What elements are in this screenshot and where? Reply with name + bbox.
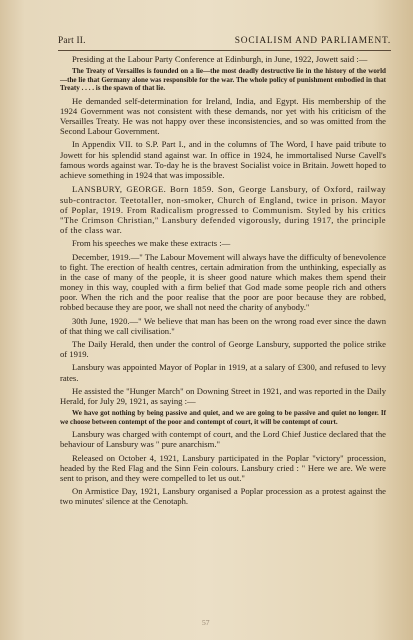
biography-entry: LANSBURY, GEORGE. Born 1859. Son, George Lansbury, of Oxford, railway sub-contractor. Teetotaller, non-smoker, Church of England, twice in prison. Mayor of Poplar, 1919. From Radicalism progressed to Communism. Styled by his critics "The Crimson Christian," Lansbury defended vigorously, during 1917, the principle of the class war. xyxy=(60,184,386,236)
paragraph: Lansbury was appointed Mayor of Poplar in 1919, at a salary of £300, and refused to levy rates. xyxy=(60,362,386,383)
part-label: Part II. xyxy=(58,36,86,46)
header-rule xyxy=(58,50,391,51)
paragraph: 30th June, 1920.—" We believe that man has been on the wrong road ever since the dawn of that thing we call civilisation." xyxy=(60,315,386,336)
paragraph: In Appendix VII. to S.P. Part I., and in the columns of The Word, I have paid tribute to Jowett for his splendid stand against war. In office in 1924, he immortalised Nurse Cavell's famous words against war. To-day he is the bravest Socialist voice in Britain. Jowett hoped to achieve something in 1924 that was impossible. xyxy=(60,139,386,180)
paragraph: Released on October 4, 1921, Lansbury participated in the Poplar "victory" procession, headed by the Red Flag and the Sinn Fein colours. Lansbury cried : " Here we are. We were sent to prison, and they were compelled to let us out." xyxy=(60,452,386,483)
paragraph: Lansbury was charged with contempt of court, and the Lord Chief Justice declared that the behaviour of Lansbury was " pure anarchism." xyxy=(60,429,386,450)
paragraph: December, 1919.—" The Labour Movement will always have the difficulty of benevolence to fight. The erection of health centres, certain admiration from the unthinking, especially as in the case of many of the people, it is sheer good nature which makes them spend their money in this way, coupled with a firm belief that God made some people rich and others poor. When the rich and the poor realise that the poor are poor because they are robbed, robbed because they are poor, we shall not need the charity of anybody." xyxy=(60,251,386,313)
chapter-title: SOCIALISM AND PARLIAMENT. xyxy=(234,36,391,46)
running-header xyxy=(58,36,391,50)
paragraph: On Armistice Day, 1921, Lansbury organised a Poplar procession as a protest against the two minutes' silence at the Cenotaph. xyxy=(60,486,386,507)
paragraph: Presiding at the Labour Party Conference at Edinburgh, in June, 1922, Jowett said :— xyxy=(72,54,368,64)
page-body xyxy=(60,54,386,510)
paragraph: He assisted the "Hunger March" on Downing Street in 1921, and was reported in the Daily Herald, for July 29, 1921, as saying :— xyxy=(60,385,386,406)
paragraph: He demanded self-determination for Ireland, India, and Egypt. His membership of the 1924 Government was not consistent with these demands, nor yet with his criticism of the Versailles Treaty. He was not happy over these inconsistencies, and so was omitted from the Second Labour Government. xyxy=(60,95,386,137)
quotation: We have got nothing by being passive and quiet, and we are going to be passive and quiet no longer. If we choose between contempt of the poor and contempt of court, it will be contempt of court. xyxy=(60,409,386,426)
paragraph: The Daily Herald, then under the control of George Lansbury, supported the police strike of 1919. xyxy=(60,338,386,360)
page-number: 57 xyxy=(202,618,210,627)
quotation: The Treaty of Versailles is founded on a lie—the most deadly destructive lie in the history of the world—the lie that Germany alone was responsible for the war. The whole policy of punishment embodied in that Treaty . . . . is the spawn of that lie. xyxy=(60,67,386,93)
paragraph: From his speeches we make these extracts :— xyxy=(72,238,231,249)
